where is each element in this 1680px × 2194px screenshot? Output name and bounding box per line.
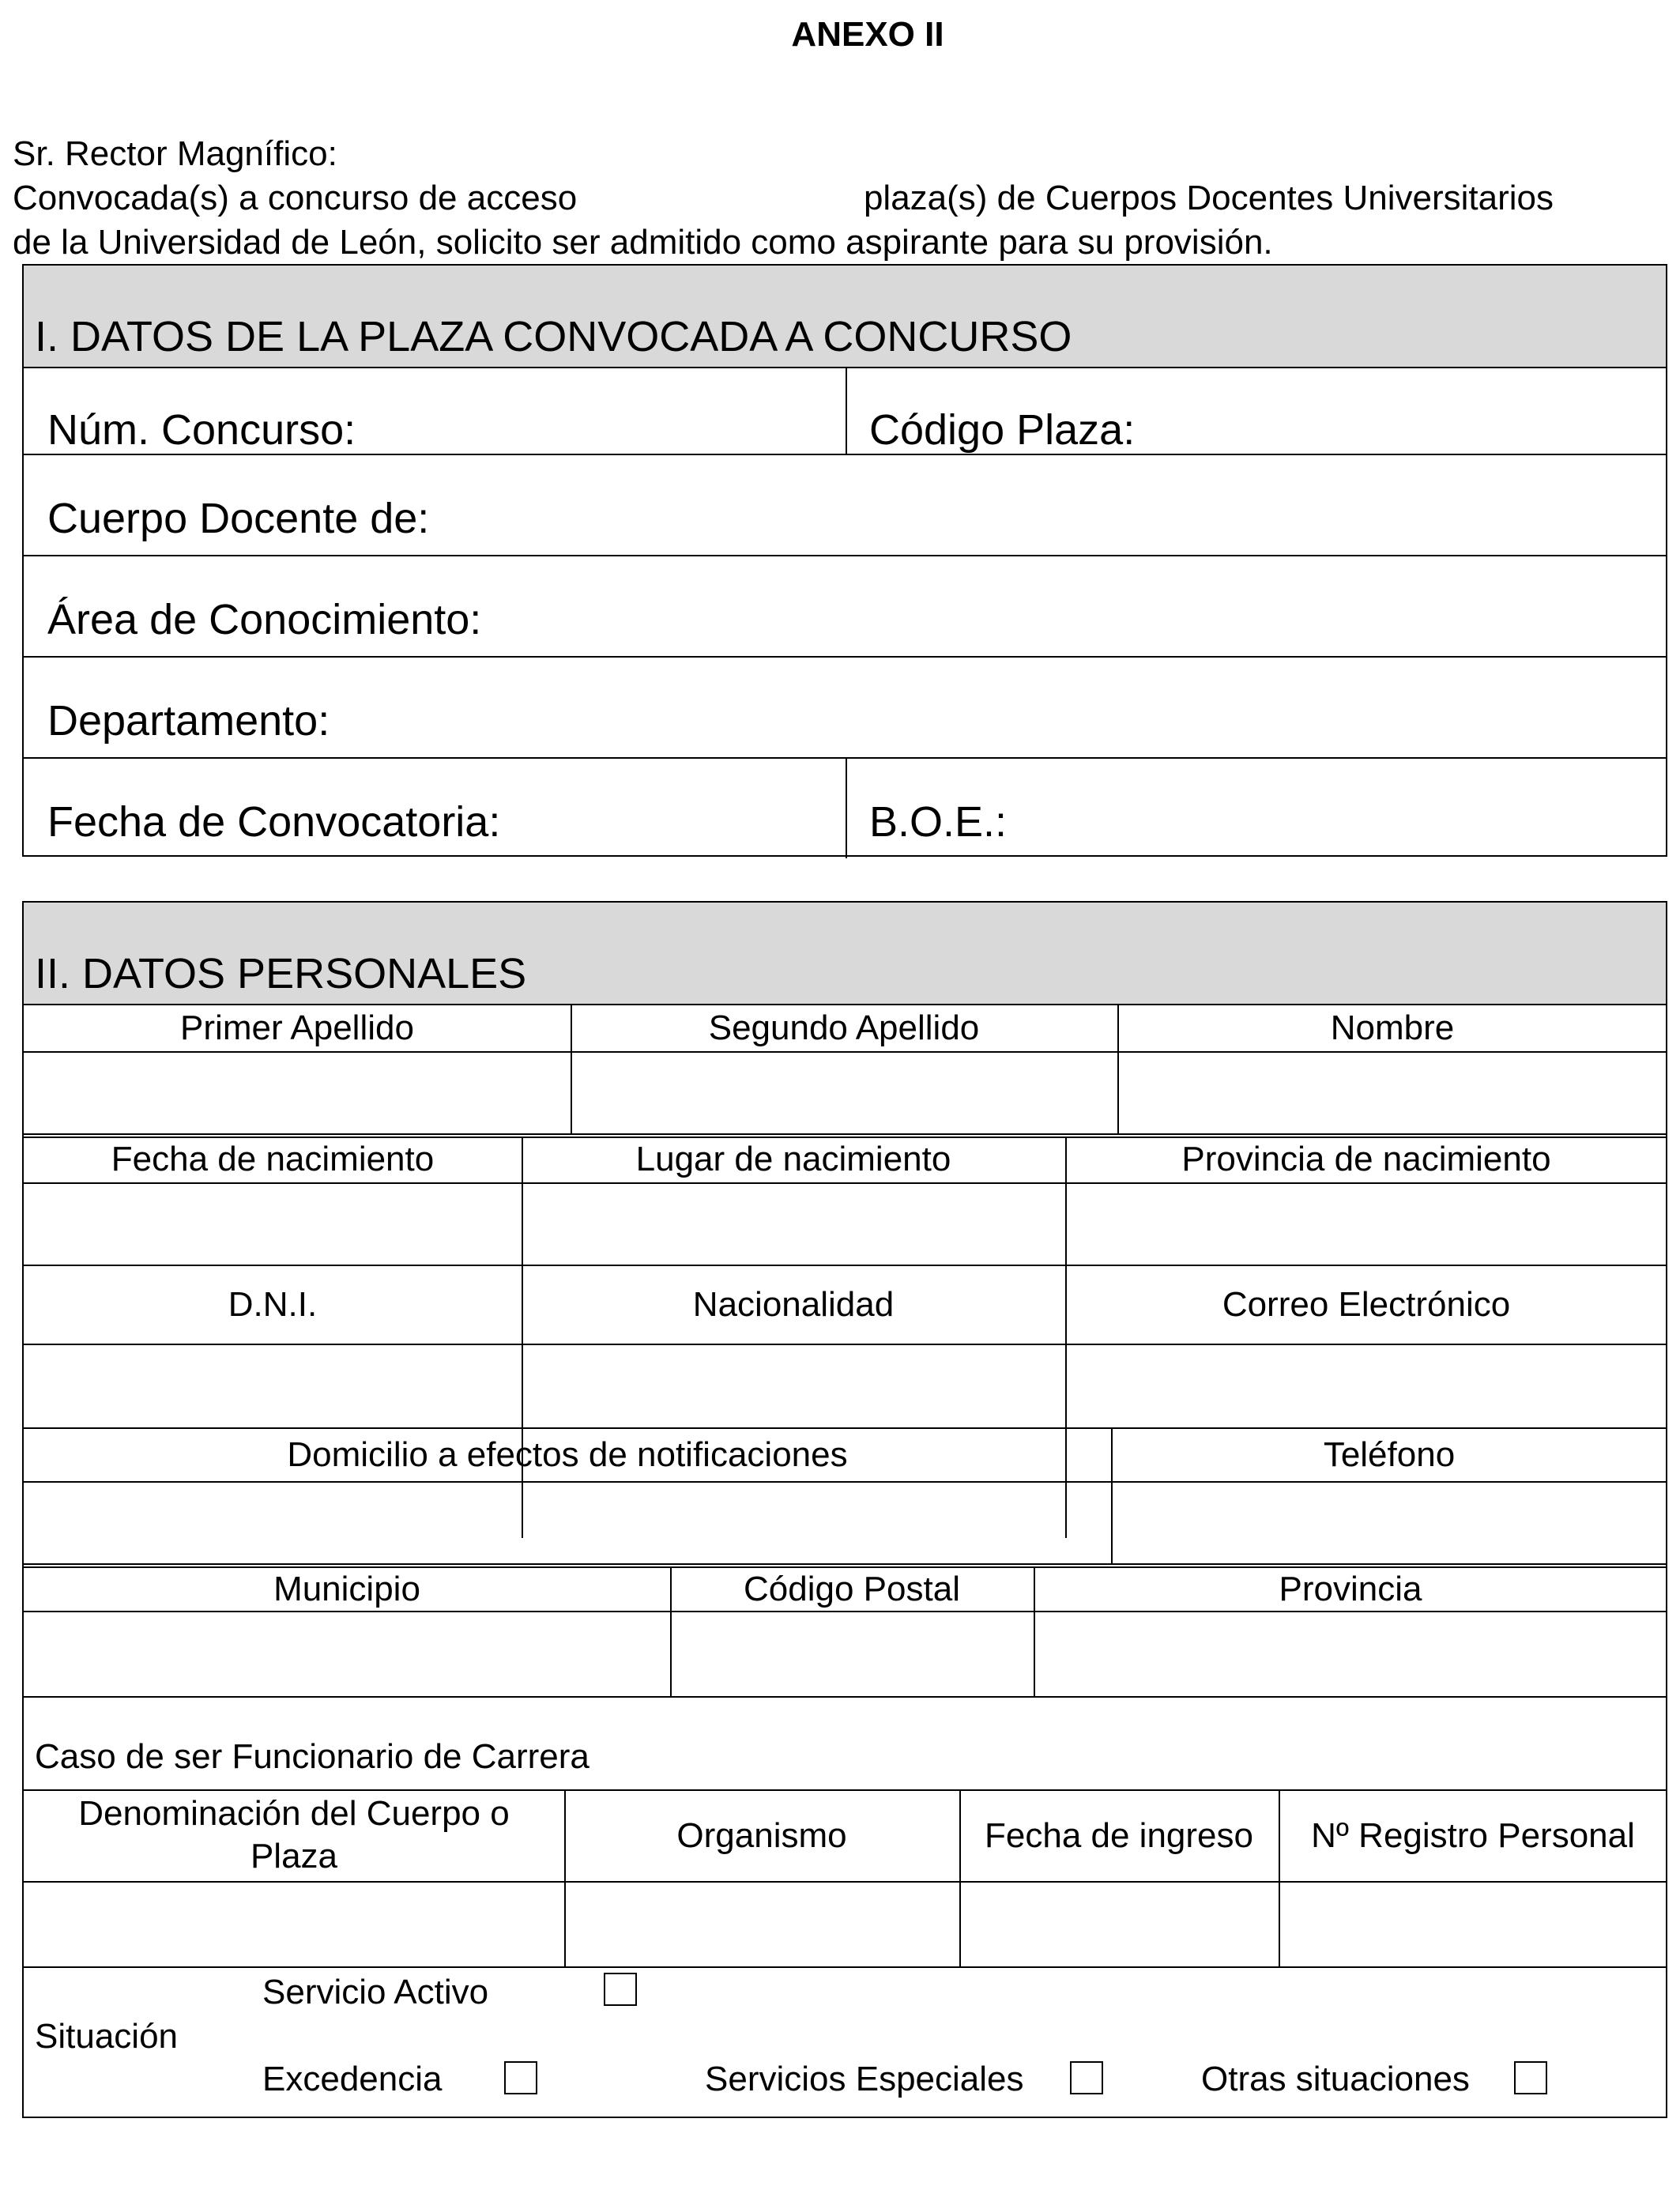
servicio-activo-label: Servicio Activo — [262, 1973, 489, 2011]
divider — [24, 1696, 1666, 1698]
telefono-input[interactable] — [1113, 1484, 1666, 1562]
municipio-input[interactable] — [25, 1614, 669, 1695]
correo-input[interactable] — [1067, 1347, 1666, 1426]
cuerpo-docente-field[interactable]: Cuerpo Docente de: — [47, 495, 430, 542]
boe-field[interactable]: B.O.E.: — [869, 798, 1008, 846]
intro-line-2: de la Universidad de León, solicito ser admitido como aspirante para su provisión. — [13, 223, 1273, 262]
departamento-field[interactable]: Departamento: — [47, 697, 330, 745]
divider — [24, 1481, 1666, 1483]
intro-line-1-b: plaza(s) de Cuerpos Docentes Universitarios — [863, 179, 1554, 217]
segundo-apellido-label: Segundo Apellido — [708, 1008, 980, 1047]
situacion-label: Situación — [35, 2017, 179, 2056]
provincia-label: Provincia — [1279, 1570, 1422, 1608]
registro-personal-input[interactable] — [1280, 1884, 1666, 1965]
organismo-input[interactable] — [566, 1884, 958, 1965]
segundo-apellido-input[interactable] — [572, 1054, 1116, 1132]
fecha-ingreso-label: Fecha de ingreso — [985, 1816, 1253, 1855]
fecha-nacimiento-label: Fecha de nacimiento — [111, 1140, 435, 1178]
divider — [846, 757, 847, 858]
section-1-box — [22, 264, 1667, 857]
intro-line-1 — [13, 177, 1554, 220]
registro-personal-label: Nº Registro Personal — [1311, 1816, 1635, 1855]
otras-situaciones-checkbox[interactable] — [1514, 2061, 1547, 2094]
organismo-label: Organismo — [676, 1816, 847, 1855]
divider — [24, 1611, 1666, 1612]
divider — [24, 1137, 1666, 1138]
provincia-input[interactable] — [1035, 1614, 1666, 1695]
annex-title: ANEXO II — [791, 15, 944, 54]
provincia-nacimiento-label: Provincia de nacimiento — [1181, 1140, 1551, 1178]
divider — [24, 656, 1666, 658]
servicio-activo-checkbox[interactable] — [604, 1973, 637, 2006]
excedencia-checkbox[interactable] — [504, 2061, 537, 2094]
divider — [24, 1051, 1666, 1053]
divider — [24, 1789, 1666, 1791]
codigo-postal-input[interactable] — [672, 1614, 1032, 1695]
divider — [24, 1566, 1666, 1568]
domicilio-input[interactable] — [25, 1484, 1109, 1562]
primer-apellido-label: Primer Apellido — [180, 1008, 414, 1047]
fecha-convocatoria-field[interactable]: Fecha de Convocatoria: — [47, 798, 501, 846]
section-2-title: II. DATOS PERSONALES — [24, 903, 1666, 1005]
divider — [24, 1265, 1666, 1266]
dni-label: D.N.I. — [228, 1285, 318, 1324]
denominacion-input[interactable] — [25, 1884, 563, 1965]
lugar-nacimiento-input[interactable] — [523, 1186, 1064, 1263]
domicilio-label: Domicilio a efectos de notificaciones — [287, 1435, 848, 1474]
nacionalidad-input[interactable] — [523, 1347, 1064, 1426]
municipio-label: Municipio — [273, 1570, 420, 1608]
num-concurso-field[interactable]: Núm. Concurso: — [47, 406, 356, 454]
nombre-input[interactable] — [1119, 1054, 1666, 1132]
fecha-ingreso-input[interactable] — [961, 1884, 1277, 1965]
section-2-box — [22, 901, 1667, 2118]
codigo-plaza-field[interactable]: Código Plaza: — [869, 406, 1136, 454]
servicios-especiales-label: Servicios Especiales — [705, 2060, 1024, 2098]
nombre-label: Nombre — [1330, 1008, 1455, 1047]
divider — [24, 1182, 1666, 1184]
section-1-title: I. DATOS DE LA PLAZA CONVOCADA A CONCURSO — [24, 266, 1666, 368]
excedencia-label: Excedencia — [262, 2060, 443, 2098]
divider — [24, 1563, 1666, 1565]
salutation: Sr. Rector Magnífico: — [13, 134, 337, 173]
fecha-nacimiento-input[interactable] — [25, 1186, 520, 1263]
divider — [24, 1344, 1666, 1345]
correo-label: Correo Electrónico — [1222, 1285, 1511, 1324]
codigo-postal-label: Código Postal — [744, 1570, 960, 1608]
servicios-especiales-checkbox[interactable] — [1070, 2061, 1103, 2094]
intro-line-1-a: Convocada(s) a concurso de acceso — [13, 179, 578, 217]
divider — [24, 454, 1666, 455]
divider — [846, 368, 847, 454]
divider — [24, 1881, 1666, 1883]
divider — [24, 1427, 1666, 1429]
funcionario-caption: Caso de ser Funcionario de Carrera — [35, 1737, 590, 1776]
divider — [24, 1966, 1666, 1968]
primer-apellido-input[interactable] — [25, 1054, 569, 1132]
area-conocimiento-field[interactable]: Área de Conocimiento: — [47, 596, 482, 643]
denominacion-label: Denominación del Cuerpo o Plaza — [78, 1794, 510, 1875]
provincia-nacimiento-input[interactable] — [1067, 1186, 1666, 1263]
divider — [24, 1133, 1666, 1135]
divider — [24, 757, 1666, 759]
otras-situaciones-label: Otras situaciones — [1201, 2060, 1470, 2098]
divider — [24, 555, 1666, 556]
telefono-label: Teléfono — [1323, 1435, 1456, 1474]
lugar-nacimiento-label: Lugar de nacimiento — [635, 1140, 951, 1178]
dni-input[interactable] — [25, 1347, 520, 1426]
nacionalidad-label: Nacionalidad — [692, 1285, 895, 1324]
